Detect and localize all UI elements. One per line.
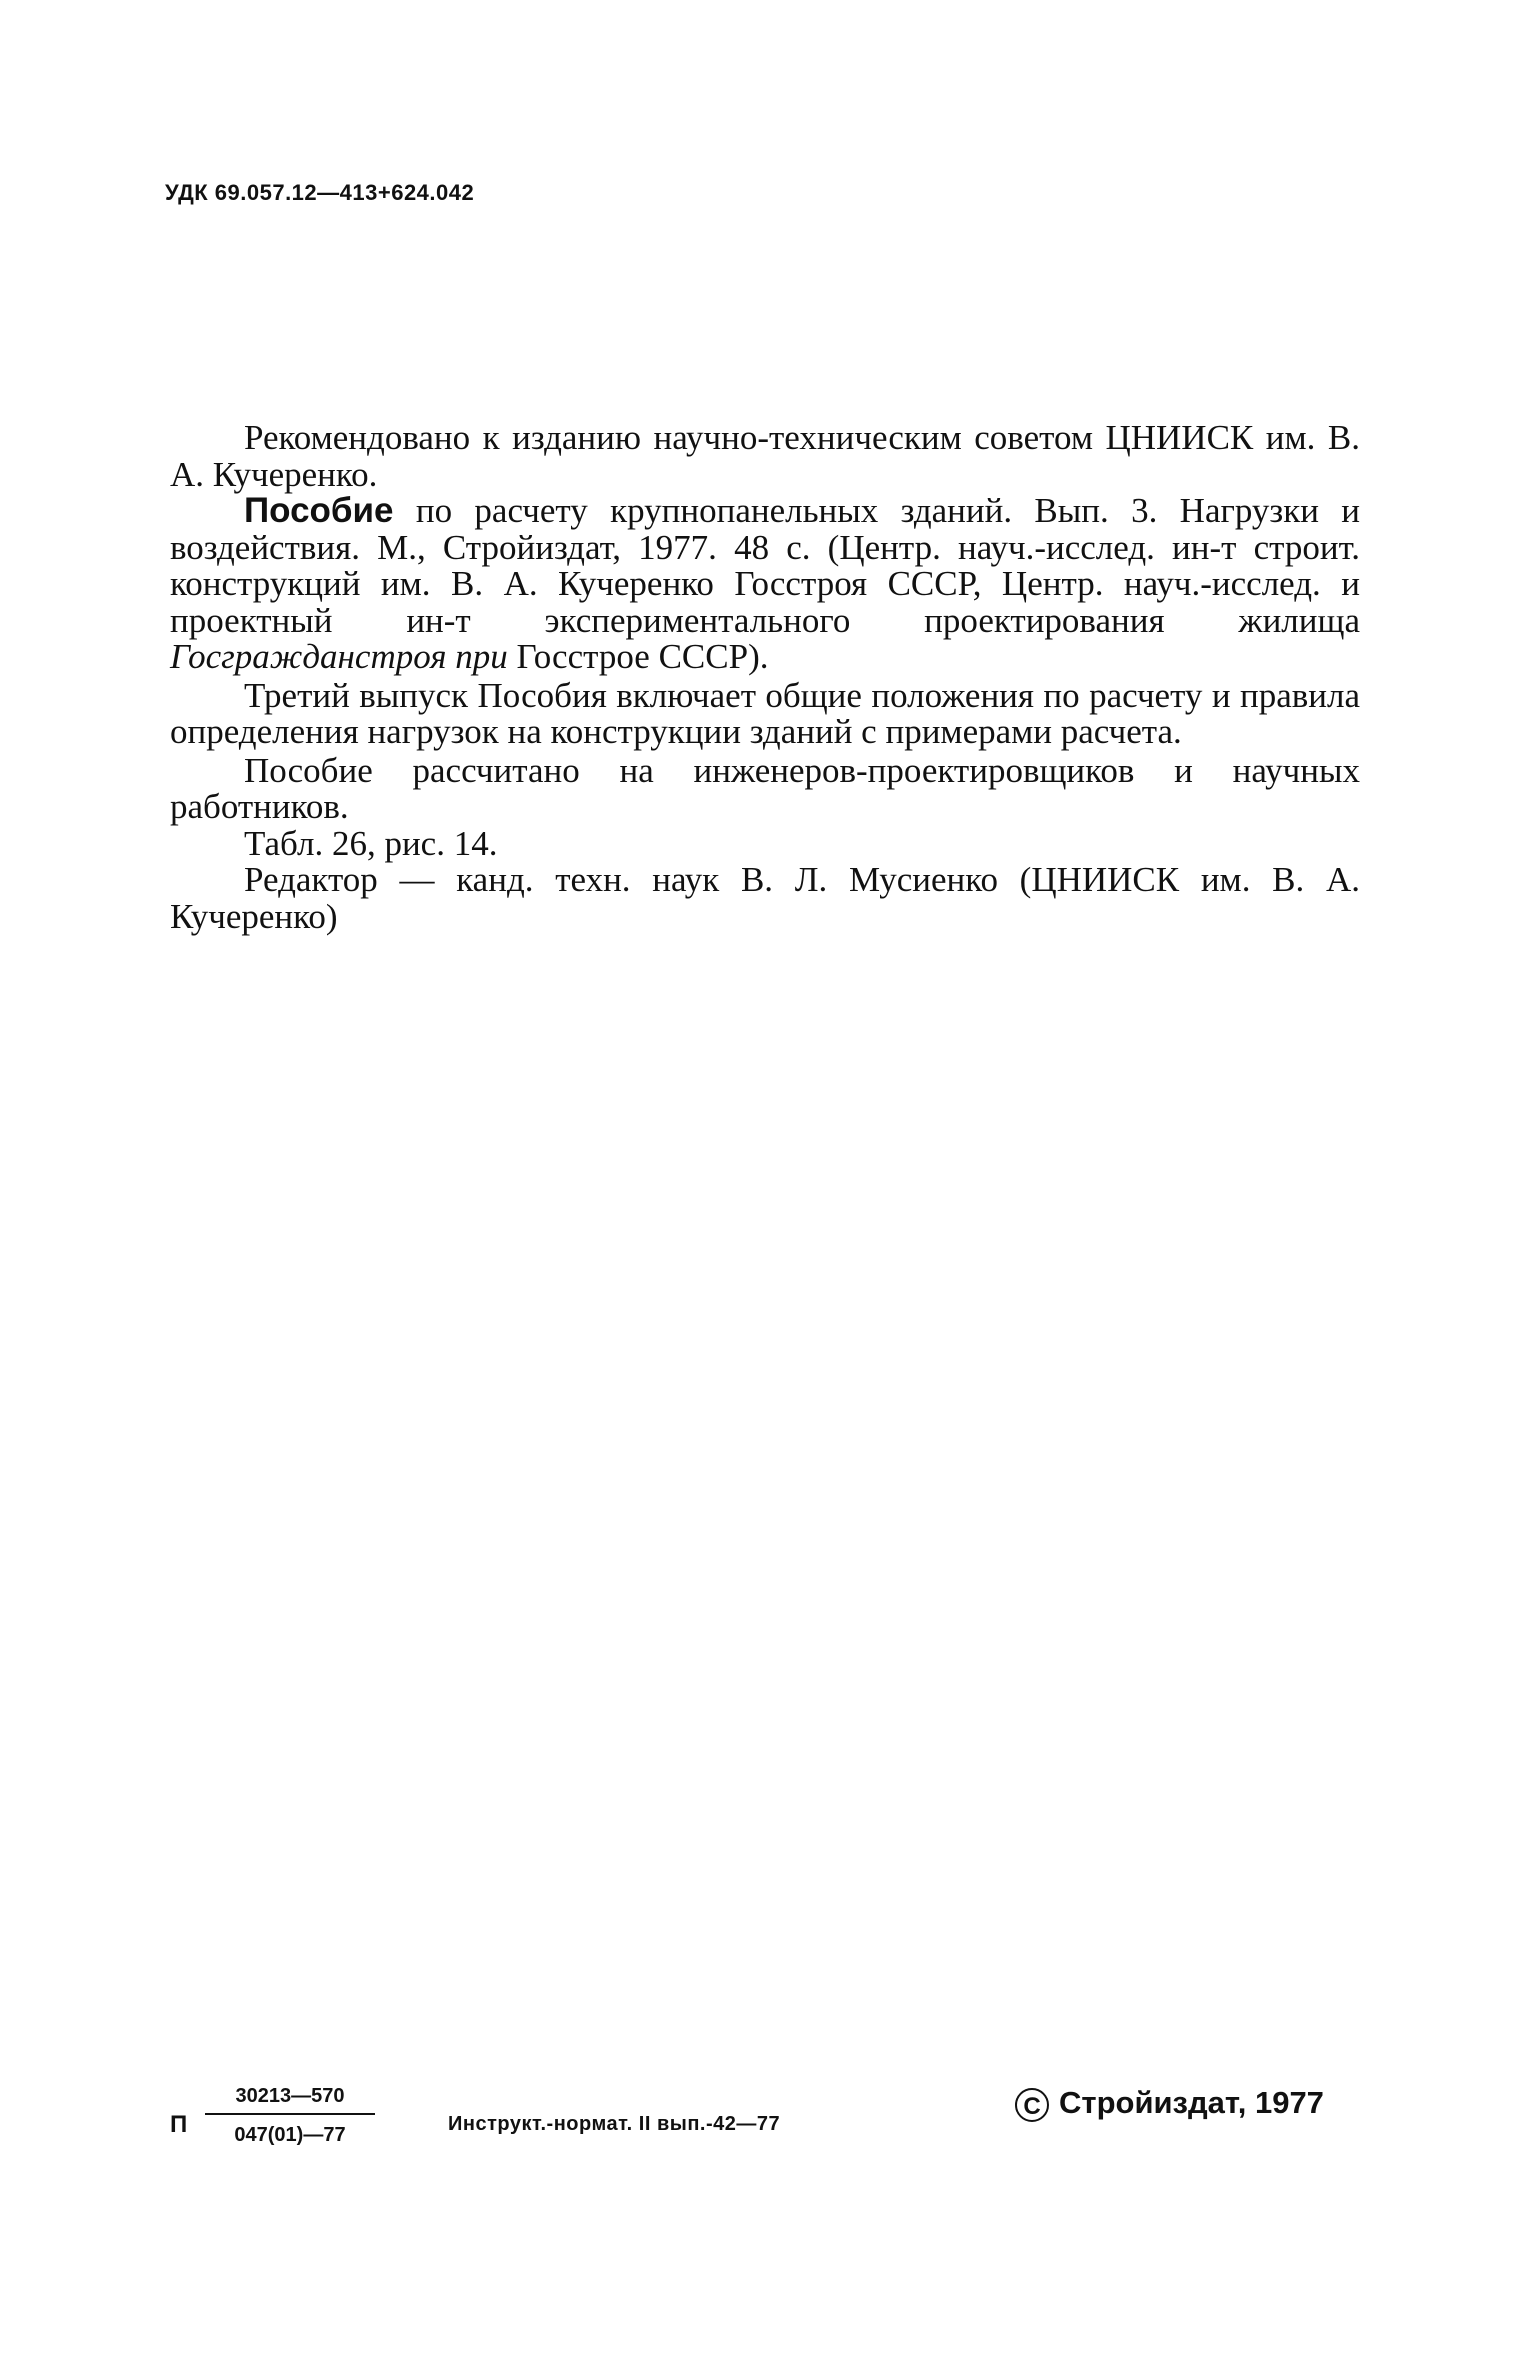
fraction-bar [205, 2113, 375, 2115]
copyright-notice [1015, 2085, 1324, 2122]
imprint-line [170, 2085, 1370, 2165]
tables-figures-count: Табл. 26, рис. 14. [244, 823, 498, 863]
udk-code: УДК 69.057.12—413+624.042 [165, 180, 475, 205]
recommendation-text: Рекомендовано к изданию научно-техническим советом ЦНИИСК им. В. А. Кучеренко. [170, 418, 1360, 494]
bibliographic-description [170, 493, 1360, 676]
imprint-letter: П [170, 2111, 188, 2138]
imprint-fraction [215, 2085, 365, 2147]
copyright-icon: C [1015, 2088, 1049, 2122]
bibliography-text-2: Госстрое СССР). [507, 637, 769, 676]
copyright-text: Стройиздат, 1977 [1059, 2085, 1324, 2120]
fraction-denominator: 047(01)—77 [234, 2124, 346, 2146]
abstract-block [170, 420, 1360, 935]
audience-text: Пособие рассчитано на инженеров-проектировщиков и научных работников. [170, 750, 1360, 826]
bibliography-italic: Госгражданстроя при [170, 637, 508, 676]
book-title-word: Пособие [244, 491, 394, 530]
instruction-code: Инструкт.-нормат. II вып.-42—77 [448, 2113, 781, 2135]
description-text: Третий выпуск Пособия включает общие положения по расчету и правила определения нагрузок на конструкции зданий с примерами расчета. [170, 675, 1360, 751]
fraction-numerator: 30213—570 [235, 2085, 345, 2107]
editor-credit: Редактор — канд. техн. наук В. Л. Мусиенко (ЦНИИСК им. В. А. Кучеренко) [170, 860, 1360, 936]
bibliography-text-1: по расчету крупнопанельных зданий. Вып. 3. Нагрузки и воздействия. М., Стройиздат, 1977. 48 с. (Центр. науч.-исслед. ин-т строит. конструкций им. В. А. Кучеренко Госстроя СССР, Центр. науч.-исслед. и проектный ин-т экспериментального проектирования жилища [170, 491, 1360, 640]
